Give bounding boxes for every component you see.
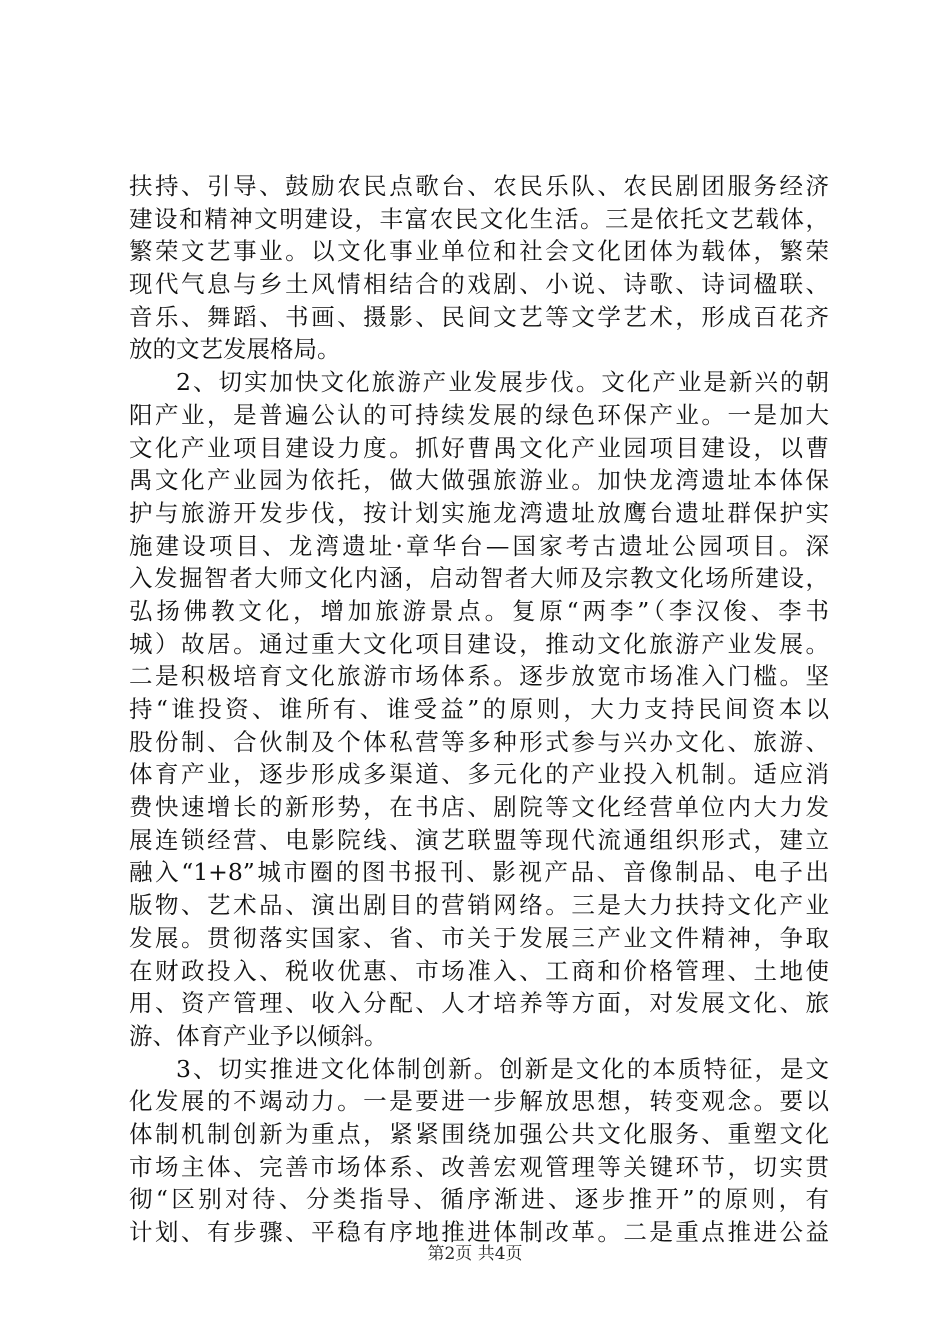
- text-line: 扶持、引导、鼓励农民点歌台、农民乐队、农民剧团服务经济: [129, 172, 829, 200]
- text-line: 音乐、舞蹈、书画、摄影、民间文艺等文学艺术，形成百花齐: [129, 302, 829, 331]
- text-line: 市场主体、完善市场体系、改善宏观管理等关键环节，切实贯: [129, 1152, 829, 1181]
- text-line: 费快速增长的新形势，在书店、剧院等文化经营单位内大力发: [129, 793, 829, 822]
- text-line: 3、切实推进文化体制创新。创新是文化的本质特征，是文: [176, 1054, 829, 1083]
- text-line: 文化产业项目建设力度。抓好曹禺文化产业园项目建设，以曹: [129, 433, 829, 462]
- text-line: 版物、艺术品、演出剧目的营销网络。三是大力扶持文化产业: [129, 891, 829, 920]
- text-line: 化发展的不竭动力。一是要进一步解放思想，转变观念。要以: [129, 1087, 829, 1116]
- text-line: 融入“1+8”城市圈的图书报刊、影视产品、音像制品、电子出: [129, 858, 829, 887]
- text-line: 入发掘智者大师文化内涵，启动智者大师及宗教文化场所建设，: [129, 564, 829, 593]
- text-line: 持“谁投资、谁所有、谁受益”的原则，大力支持民间资本以: [129, 695, 829, 723]
- text-line: 体制机制创新为重点，紧紧围绕加强公共文化服务、重塑文化: [129, 1119, 829, 1148]
- text-line: 发展。贯彻落实国家、省、市关于发展三产业文件精神，争取: [129, 923, 829, 952]
- text-line: 体育产业，逐步形成多渠道、多元化的产业投入机制。适应消: [129, 760, 829, 789]
- text-line: 游、体育产业予以倾斜。: [129, 1021, 388, 1050]
- text-line: 繁荣文艺事业。以文化事业单位和社会文化团体为载体，繁荣: [129, 237, 829, 266]
- text-line: 阳产业，是普遍公认的可持续发展的绿色环保产业。一是加大: [129, 400, 829, 429]
- page-footer: 第2页 共4页: [427, 1244, 523, 1264]
- text-line: 禺文化产业园为依托，做大做强旅游业。加快龙湾遗址本体保: [129, 466, 829, 495]
- text-line: 在财政投入、税收优惠、市场准入、工商和价格管理、土地使: [129, 956, 829, 985]
- text-line: 展连锁经营、电影院线、演艺联盟等现代流通组织形式，建立: [129, 825, 829, 854]
- text-line: 城）故居。通过重大文化项目建设，推动文化旅游产业发展。: [129, 629, 829, 658]
- text-line: 放的文艺发展格局。: [129, 335, 341, 364]
- text-line: 用、资产管理、收入分配、人才培养等方面，对发展文化、旅: [129, 989, 829, 1018]
- text-line: 股份制、合伙制及个体私营等多种形式参与兴办文化、旅游、: [129, 727, 829, 756]
- text-line: 现代气息与乡土风情相结合的戏剧、小说、诗歌、诗词楹联、: [129, 270, 829, 299]
- text-line: 施建设项目、龙湾遗址·章华台—国家考古遗址公园项目。深: [129, 531, 829, 560]
- text-line: 建设和精神文明建设，丰富农民文化生活。三是依托文艺载体，: [129, 204, 829, 233]
- text-line: 彻“区别对待、分类指导、循序渐进、逐步推开”的原则，有: [129, 1185, 829, 1214]
- text-line: 弘扬佛教文化，增加旅游景点。复原“两李”（李汉俊、李书: [129, 596, 829, 625]
- body-text: [129, 170, 829, 1249]
- text-line: 2、切实加快文化旅游产业发展步伐。文化产业是新兴的朝: [176, 368, 829, 397]
- text-line: 护与旅游开发步伐，按计划实施龙湾遗址放鹰台遗址群保护实: [129, 498, 829, 527]
- text-line: 计划、有步骤、平稳有序地推进体制改革。二是重点推进公益: [129, 1218, 829, 1246]
- text-line: 二是积极培育文化旅游市场体系。逐步放宽市场准入门槛。坚: [129, 662, 829, 691]
